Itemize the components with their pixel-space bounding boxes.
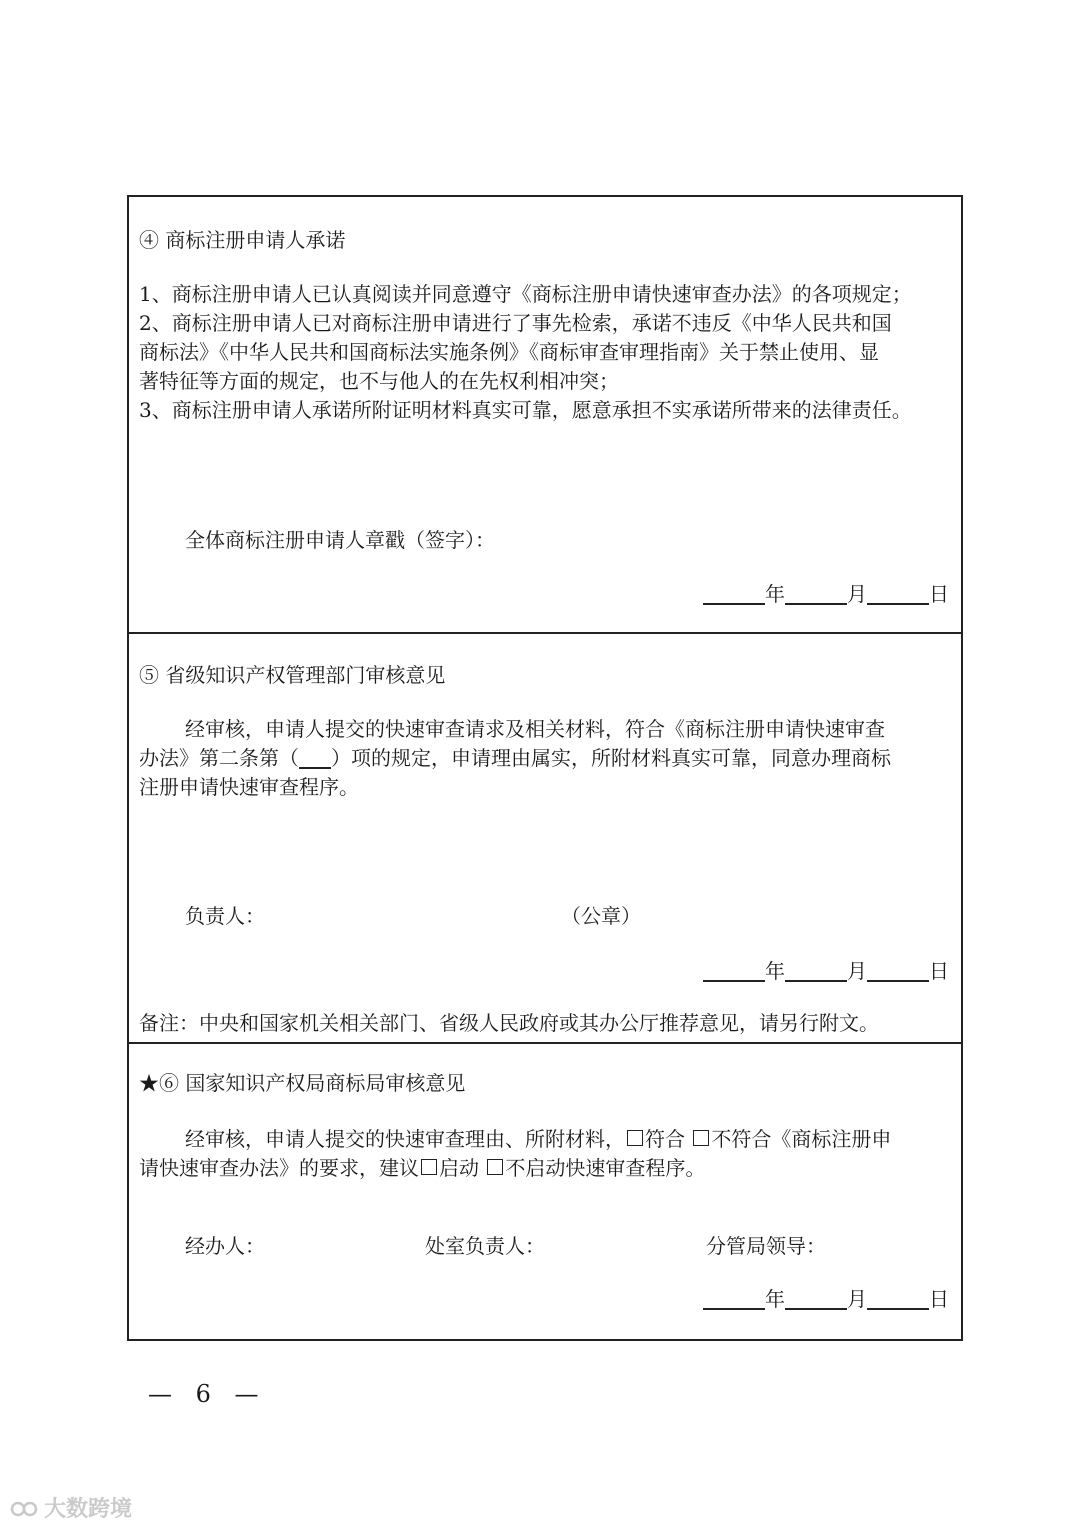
section-provincial-review [129, 634, 961, 1042]
handler-label: 经办人： [185, 1234, 265, 1258]
watermark-text: 大数跨境 [44, 1497, 133, 1522]
month-blank[interactable] [785, 583, 847, 605]
commitment-item-1: 1、商标注册申请人已认真阅读并同意遵守《商标注册申请快速审查办法》的各项规定； [139, 282, 912, 306]
section6-date-field[interactable] [703, 1284, 949, 1314]
section6-title: ★⑥ 国家知识产权局商标局审核意见 [139, 1071, 466, 1095]
section5-date-field[interactable] [703, 956, 949, 986]
comply-checkbox[interactable] [627, 1130, 643, 1146]
not-start-label: 不启动快速审查程序。 [505, 1156, 706, 1180]
year-blank[interactable] [703, 583, 765, 605]
not-comply-checkbox[interactable] [693, 1130, 709, 1146]
section-applicant-commitment [129, 197, 961, 632]
section4-title: ④ 商标注册申请人承诺 [139, 228, 346, 252]
section6-para-part-a: 经审核，申请人提交的快速审查理由、所附材料， [185, 1127, 625, 1151]
day-blank[interactable] [867, 1288, 929, 1310]
article-item-blank[interactable] [299, 747, 331, 769]
section5-paragraph-line1: 经审核，申请人提交的快速审查请求及相关材料，符合《商标注册申请快速审查 [185, 717, 885, 741]
section6-paragraph-line2 [139, 1153, 951, 1183]
day-blank[interactable] [867, 583, 929, 605]
section6-para-part-b: 请快速审查办法》的要求，建议 [139, 1156, 419, 1180]
section4-date-field[interactable] [703, 579, 949, 609]
day-label: 日 [929, 1287, 949, 1311]
commitment-item-3: 3、商标注册申请人承诺所附证明材料真实可靠，愿意承担不实承诺所带来的法律责任。 [139, 398, 912, 422]
month-label: 月 [847, 582, 867, 606]
not-start-checkbox[interactable] [487, 1159, 503, 1175]
year-label: 年 [765, 1287, 785, 1311]
commitment-item-2: 2、商标注册申请人已对商标注册申请进行了事先检索，承诺不违反《中华人民共和国 [139, 311, 892, 335]
remarks-note: 备注：中央和国家机关相关部门、省级人民政府或其办公厅推荐意见，请另行附文。 [139, 1011, 879, 1035]
month-blank[interactable] [785, 1288, 847, 1310]
year-label: 年 [765, 959, 785, 983]
applicant-signature-label: 全体商标注册申请人章戳（签字）： [185, 528, 495, 552]
official-seal-label: （公章） [561, 904, 641, 928]
watermark [10, 1492, 132, 1523]
comply-label: 符合 [645, 1127, 685, 1151]
day-blank[interactable] [867, 960, 929, 982]
start-checkbox[interactable] [421, 1159, 437, 1175]
section5-paragraph-line2 [139, 743, 951, 773]
month-label: 月 [847, 959, 867, 983]
office-head-label: 处室负责人： [425, 1234, 545, 1258]
year-blank[interactable] [703, 1288, 765, 1310]
year-label: 年 [765, 582, 785, 606]
year-blank[interactable] [703, 960, 765, 982]
month-blank[interactable] [785, 960, 847, 982]
month-label: 月 [847, 1287, 867, 1311]
section6-paragraph-line1 [185, 1124, 951, 1154]
section-trademark-office-review [129, 1044, 961, 1341]
start-label: 启动 [439, 1156, 479, 1180]
bureau-leader-label: 分管局领导： [706, 1234, 826, 1258]
day-label: 日 [929, 959, 949, 983]
section5-title: ⑤ 省级知识产权管理部门审核意见 [139, 663, 446, 687]
not-comply-label: 不符合《商标注册申 [711, 1127, 892, 1151]
commitment-item-2-cont: 商标法》《中华人民共和国商标法实施条例》《商标审查审理指南》关于禁止使用、显 [139, 340, 879, 364]
responsible-person-label: 负责人： [185, 904, 265, 928]
section5-para-part-a: 办法》第二条第（ [139, 746, 299, 770]
trademark-application-form [127, 195, 963, 1341]
watermark-logo-icon [10, 1499, 40, 1519]
page-number: — 6 — [148, 1380, 267, 1408]
section5-paragraph-line3: 注册申请快速审查程序。 [139, 775, 359, 799]
day-label: 日 [929, 582, 949, 606]
section5-para-part-b: ）项的规定，申请理由属实，所附材料真实可靠，同意办理商标 [331, 746, 891, 770]
commitment-item-2-end: 著特征等方面的规定，也不与他人的在先权利相冲突； [139, 369, 619, 393]
